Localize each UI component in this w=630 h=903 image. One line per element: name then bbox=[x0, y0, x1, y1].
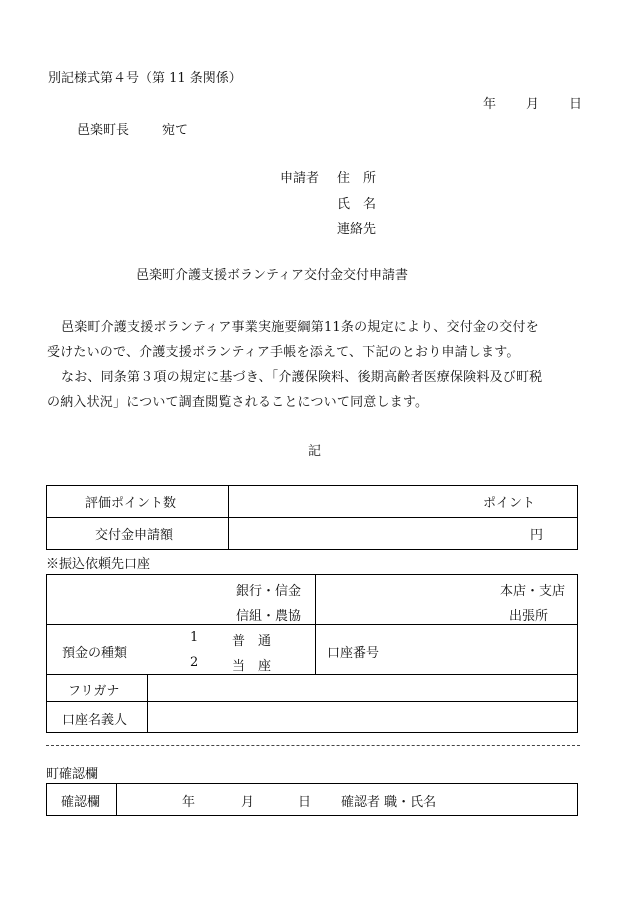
ki-mark: 記 bbox=[308, 444, 322, 459]
cut-line bbox=[46, 745, 580, 746]
date-year: 年 bbox=[483, 97, 497, 112]
bank-heading: ※振込依頼先口座 bbox=[46, 557, 151, 572]
confirm-month: 月 bbox=[241, 795, 255, 810]
applicant-name-label: 氏 名 bbox=[337, 197, 377, 212]
date-month: 月 bbox=[526, 97, 540, 112]
addressee-suffix: 宛て bbox=[162, 123, 189, 138]
bank-type-2: 信組・農協 bbox=[236, 609, 302, 624]
amount-label: 交付金申請額 bbox=[95, 528, 174, 543]
branch-type-2: 出張所 bbox=[509, 609, 549, 624]
bank-type-1: 銀行・信金 bbox=[236, 584, 302, 599]
date-day: 日 bbox=[569, 97, 583, 112]
confirm-year: 年 bbox=[182, 795, 196, 810]
amount-unit: 円 bbox=[530, 528, 544, 543]
branch-type-1: 本店・支店 bbox=[500, 584, 566, 599]
form-number: 別記様式第４号（第 11 条関係） bbox=[48, 71, 242, 86]
deposit-type-label: 預金の種類 bbox=[62, 646, 128, 661]
body-line-2: 受けたいので、介護支援ボランティア手帳を添えて、下記のとおり申請します。 bbox=[47, 345, 520, 360]
confirmer-label: 確認者 職・氏名 bbox=[341, 795, 437, 810]
account-number-label: 口座番号 bbox=[327, 646, 380, 661]
deposit-option-1-name: 普 通 bbox=[232, 634, 272, 649]
deposit-option-2-name: 当 座 bbox=[232, 659, 272, 674]
confirm-heading: 町確認欄 bbox=[46, 767, 99, 782]
deposit-option-1-number: 1 bbox=[190, 630, 199, 645]
furigana-label: フリガナ bbox=[68, 684, 120, 699]
confirm-day: 日 bbox=[298, 795, 312, 810]
confirm-label: 確認欄 bbox=[61, 795, 101, 810]
applicant-label: 申請者 bbox=[280, 171, 320, 186]
addressee: 邑楽町長 bbox=[77, 123, 130, 138]
body-line-3: なお、同条第３項の規定に基づき、「介護保険料、後期高齢者医療保険料及び町税 bbox=[61, 370, 543, 385]
body-line-4: の納入状況」について調査閲覧されることについて同意します。 bbox=[47, 395, 429, 410]
applicant-address-label: 住 所 bbox=[337, 171, 377, 186]
points-unit: ポイント bbox=[483, 496, 536, 511]
points-label: 評価ポイント数 bbox=[85, 496, 177, 511]
account-holder-label: 口座名義人 bbox=[62, 713, 128, 728]
body-line-1: 邑楽町介護支援ボランティア事業実施要綱第11条の規定により、交付金の交付を bbox=[61, 320, 539, 335]
deposit-option-2-number: 2 bbox=[190, 655, 199, 670]
document-title: 邑楽町介護支援ボランティア交付金交付申請書 bbox=[136, 268, 408, 283]
applicant-contact-label: 連絡先 bbox=[337, 222, 377, 237]
